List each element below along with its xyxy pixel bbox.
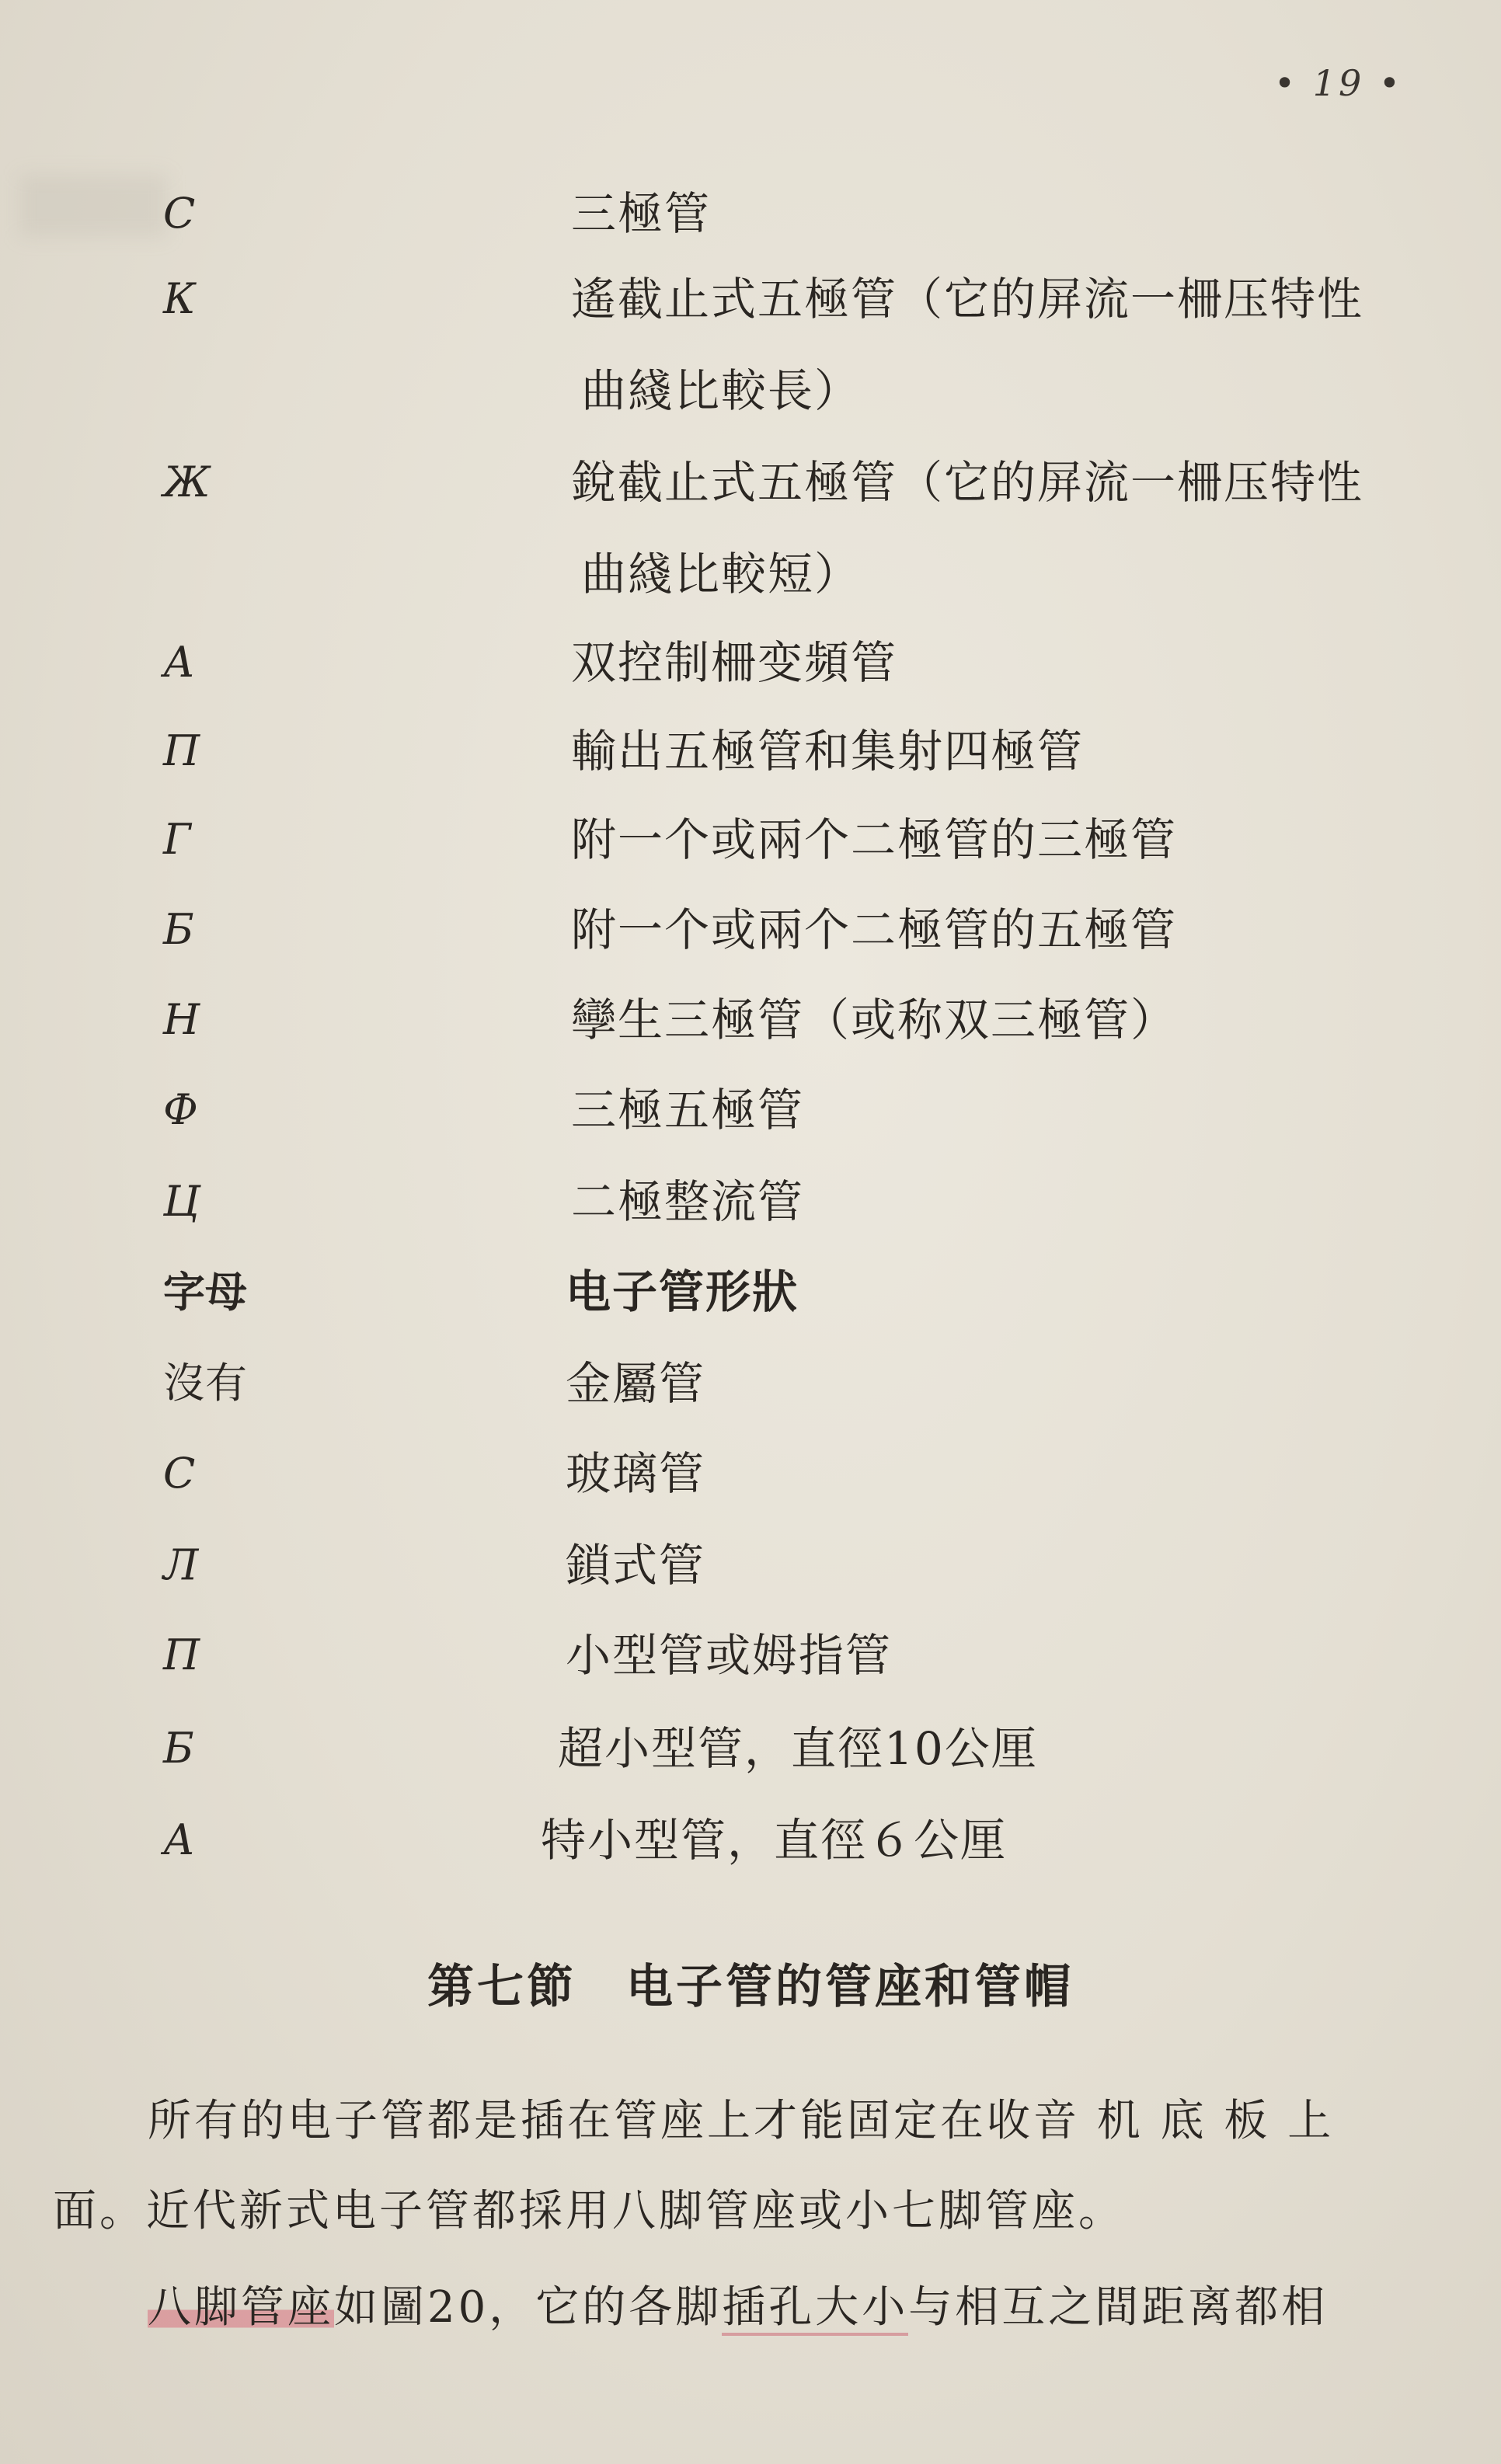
type-row bbox=[0, 1067, 1501, 1153]
shape-header-description: 电子管形狀 bbox=[566, 1265, 799, 1318]
shape-code: А bbox=[163, 1815, 195, 1864]
type-row bbox=[0, 708, 1501, 794]
section-title: 第七節 电子管的管座和管帽 bbox=[427, 1960, 1074, 2014]
shape-description: 金屬管 bbox=[566, 1357, 706, 1410]
shape-code: С bbox=[163, 1449, 196, 1498]
type-row bbox=[0, 256, 1501, 342]
shape-description: 鎖式管 bbox=[566, 1539, 706, 1592]
shape-description: 小型管或姆指管 bbox=[566, 1629, 893, 1682]
shape-row bbox=[0, 1431, 1501, 1516]
type-description: 孿生三極管（或称双三極管） bbox=[571, 994, 1178, 1046]
type-code: Ж bbox=[163, 458, 211, 506]
shape-code: П bbox=[163, 1630, 200, 1679]
shape-row bbox=[0, 1798, 1501, 1883]
shape-row bbox=[0, 1341, 1501, 1426]
shape-header-code: 字母 bbox=[163, 1267, 247, 1317]
type-description: 遙截止式五極管（它的屏流一柵压特性 bbox=[571, 273, 1364, 325]
underlined-text: 插孔大小 bbox=[722, 2282, 908, 2336]
type-row bbox=[0, 440, 1501, 525]
shape-row bbox=[0, 1523, 1501, 1608]
type-description: 附一个或兩个二極管的三極管 bbox=[571, 813, 1178, 866]
type-code: Ц bbox=[163, 1177, 200, 1226]
type-description-continued: 曲綫比較短） bbox=[581, 548, 862, 600]
page-number: • 19 • bbox=[1274, 62, 1404, 104]
type-description: 附一个或兩个二極管的五極管 bbox=[571, 903, 1178, 956]
shape-code: Б bbox=[163, 1724, 194, 1773]
paragraph-line-3 bbox=[148, 2265, 1328, 2351]
type-description: 輸出五極管和集射四極管 bbox=[571, 725, 1085, 778]
paragraph-line-1: 所有的电子管都是插在管座上才能固定在收音 机 底 板 上 bbox=[148, 2096, 1335, 2146]
paragraph-text: 与相互之間距离都相 bbox=[908, 2282, 1329, 2333]
type-code: С bbox=[163, 189, 196, 238]
type-code: Б bbox=[163, 905, 194, 954]
type-row bbox=[0, 171, 1501, 256]
type-code: К bbox=[163, 274, 196, 323]
shape-row bbox=[0, 1613, 1501, 1698]
shape-row bbox=[0, 1706, 1501, 1791]
shape-description: 玻璃管 bbox=[566, 1447, 706, 1500]
type-description: 双控制柵变頻管 bbox=[571, 636, 898, 689]
highlighted-term: 八脚管座 bbox=[148, 2282, 334, 2333]
type-row bbox=[0, 887, 1501, 973]
type-description-continued: 曲綫比較長） bbox=[581, 364, 862, 417]
type-row-continuation bbox=[0, 531, 1501, 617]
type-description: 二極整流管 bbox=[571, 1175, 805, 1228]
type-code: Ф bbox=[163, 1085, 198, 1134]
type-row bbox=[0, 1159, 1501, 1244]
shape-description: 超小型管，直徑10公厘 bbox=[558, 1722, 1038, 1775]
type-code: П bbox=[163, 726, 200, 775]
type-row bbox=[0, 977, 1501, 1063]
page-number-value: 19 bbox=[1312, 62, 1365, 104]
type-row bbox=[0, 620, 1501, 705]
shape-table-header bbox=[0, 1249, 1501, 1335]
type-code: Н bbox=[163, 995, 200, 1044]
type-row bbox=[0, 797, 1501, 882]
type-description: 銳截止式五極管（它的屏流一柵压特性 bbox=[571, 456, 1364, 509]
type-code: Г bbox=[163, 815, 191, 864]
shape-code: Л bbox=[163, 1540, 199, 1589]
type-description: 三極五極管 bbox=[571, 1084, 805, 1136]
type-description: 三極管 bbox=[571, 187, 712, 240]
type-row-continuation bbox=[0, 348, 1501, 433]
shape-description: 特小型管，直徑６公厘 bbox=[541, 1814, 1008, 1867]
shape-code: 沒有 bbox=[163, 1359, 247, 1408]
paragraph-text: 如圖20，它的各脚 bbox=[334, 2282, 723, 2333]
type-code: А bbox=[163, 638, 195, 687]
paragraph-line-2: 面。近代新式电子管都採用八脚管座或小七脚管座。 bbox=[53, 2186, 1125, 2236]
